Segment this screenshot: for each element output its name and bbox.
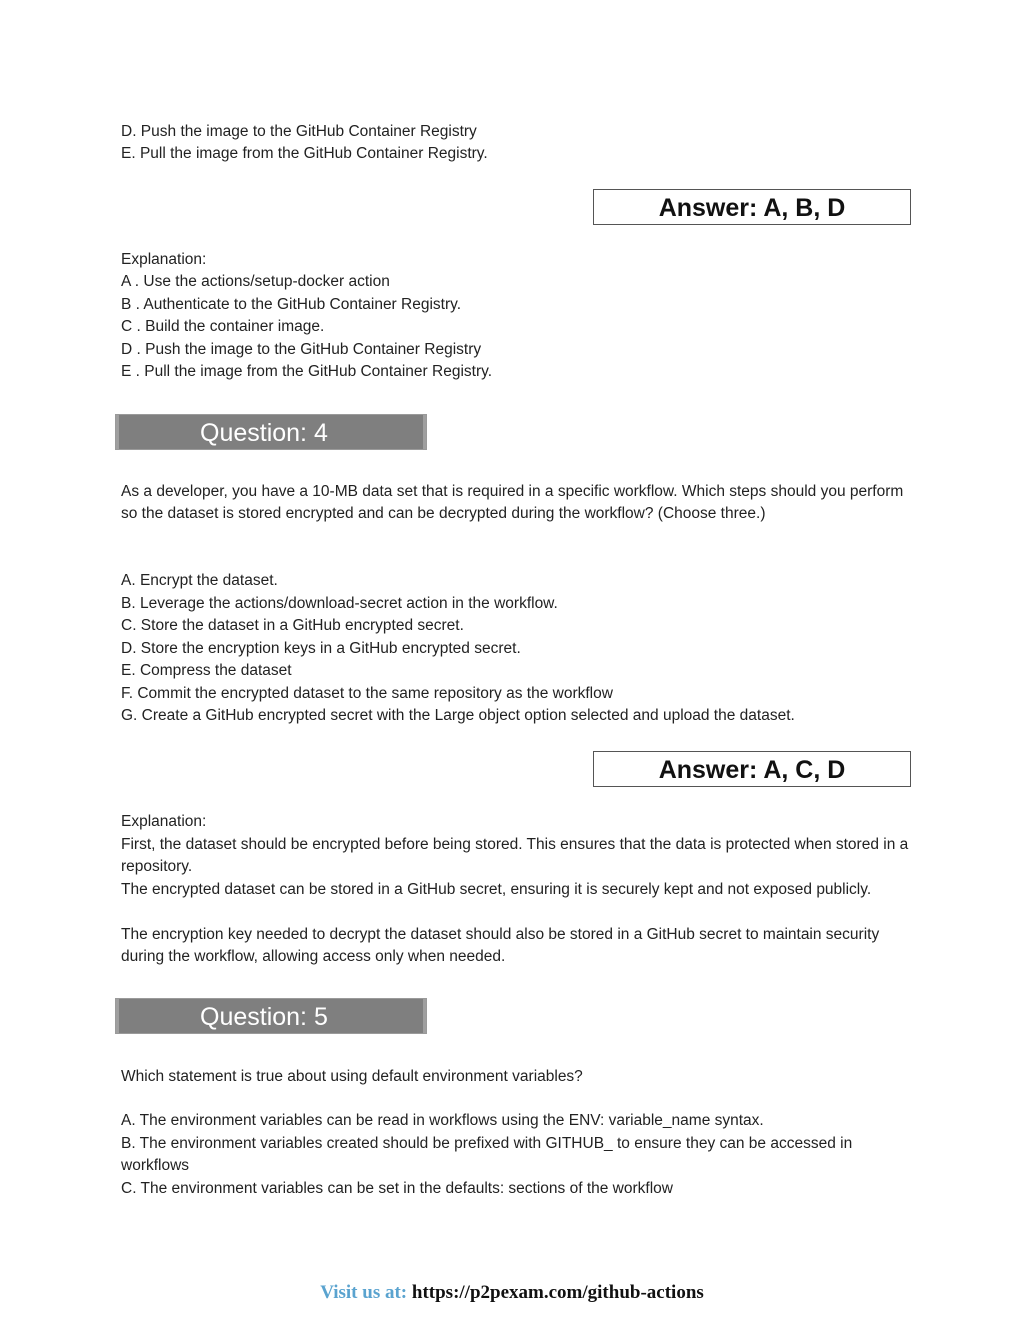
question-4-heading-bar	[115, 414, 427, 450]
q4-explanation-label: Explanation:	[121, 813, 207, 830]
q3-explanation-label: Explanation:	[121, 251, 207, 268]
q4-option-d: D. Store the encryption keys in a GitHub encrypted secret.	[121, 640, 521, 657]
footer-url-link[interactable]: https://p2pexam.com/github-actions	[411, 1282, 704, 1303]
q3-explanation-line: A . Use the actions/setup-docker action	[121, 273, 390, 290]
q4-option-e: E. Compress the dataset	[121, 662, 292, 679]
q3-option-e: E. Pull the image from the GitHub Container Registry.	[121, 145, 488, 162]
q3-explanation-line: E . Pull the image from the GitHub Container Registry.	[121, 363, 493, 380]
question-5-heading-bar	[115, 998, 427, 1034]
q4-option-a: A. Encrypt the dataset.	[121, 572, 278, 589]
q4-answer-box: Answer: A, C, D	[593, 751, 911, 787]
q4-option-b: B. Leverage the actions/download-secret action in the workflow.	[121, 595, 558, 612]
q3-explanation-line: D . Push the image to the GitHub Container Registry	[121, 341, 482, 358]
q4-option-c: C. Store the dataset in a GitHub encrypted secret.	[121, 617, 464, 634]
q5-option-c: C. The environment variables can be set in the defaults: sections of the workflow	[121, 1180, 673, 1197]
q3-option-d: D. Push the image to the GitHub Container Registry	[121, 123, 477, 140]
question-4-text: As a developer, you have a 10-MB data set that is required in a specific workflow. Which steps should you perform so the dataset is stored encrypted and can be decrypted during the workflow? (Choose three.)	[121, 483, 904, 523]
question-4-heading: Question: 4	[200, 419, 328, 447]
q4-option-g: G. Create a GitHub encrypted secret with the Large object option selected and upload the dataset.	[121, 707, 795, 724]
q4-explanation-paragraph: First, the dataset should be encrypted before being stored. This ensures that the data is protected when stored in a repository.	[121, 836, 909, 876]
q4-explanation-paragraph: The encryption key needed to decrypt the dataset should also be stored in a GitHub secret to maintain security during the workflow, allowing access only when needed.	[121, 926, 880, 966]
question-5-text: Which statement is true about using default environment variables?	[121, 1068, 583, 1085]
q4-explanation-paragraph: The encrypted dataset can be stored in a GitHub secret, ensuring it is securely kept and not exposed publicly.	[121, 881, 872, 898]
footer-visit-label: Visit us at:	[320, 1282, 408, 1303]
q3-explanation-line: B . Authenticate to the GitHub Container Registry.	[121, 296, 462, 313]
q5-option-a: A. The environment variables can be read in workflows using the ENV: variable_name syntax.	[121, 1112, 764, 1129]
q3-explanation-line: C . Build the container image.	[121, 318, 325, 335]
footer	[0, 1281, 1024, 1305]
q4-option-f: F. Commit the encrypted dataset to the same repository as the workflow	[121, 685, 613, 702]
q3-answer-box: Answer: A, B, D	[593, 189, 911, 225]
question-5-heading: Question: 5	[200, 1003, 328, 1031]
q5-option-b: B. The environment variables created should be prefixed with GITHUB_ to ensure they can be accessed in workflows	[121, 1135, 853, 1175]
